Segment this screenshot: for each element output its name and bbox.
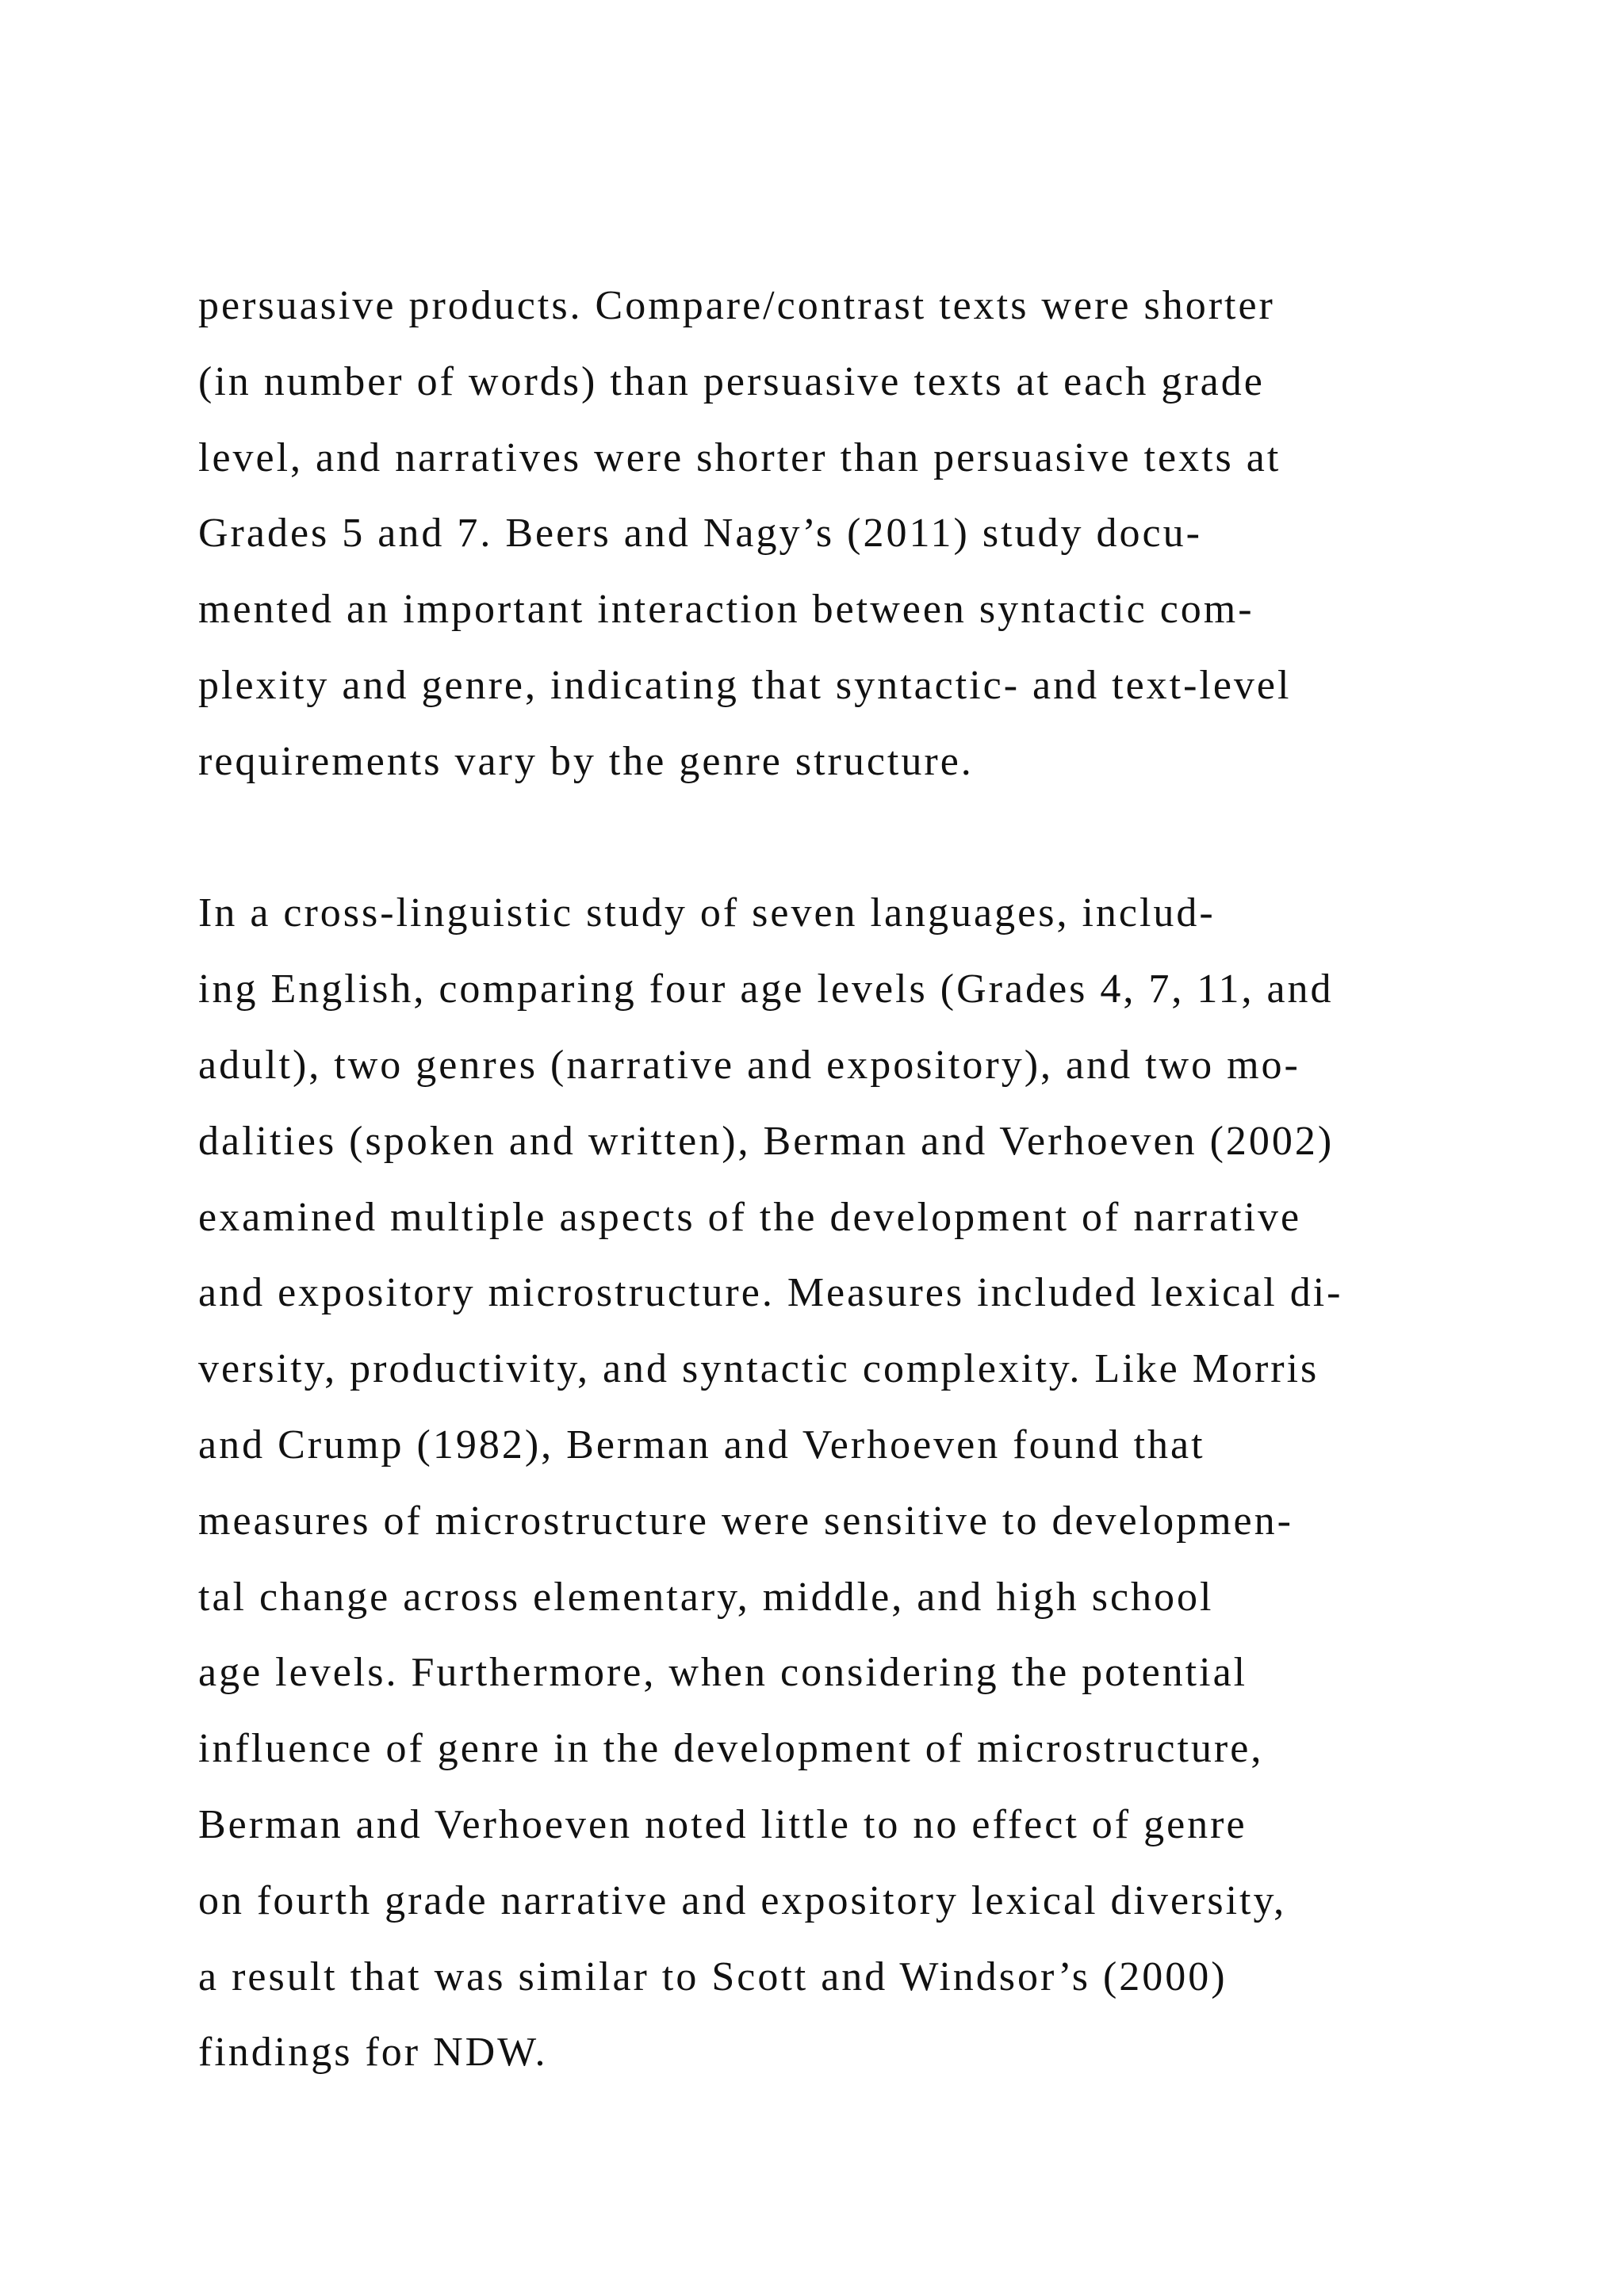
text-line: and expository microstructure. Measures included lexical di- (198, 1270, 1343, 1316)
text-line: findings for NDW. (198, 2030, 548, 2076)
text-line: level, and narratives were shorter than persuasive texts at (198, 434, 1281, 480)
text-line: dalities (spoken and written), Berman and Verhoeven (2002) (198, 1118, 1335, 1164)
paragraph-1 (198, 268, 1343, 800)
text-line: In a cross-linguistic study of seven languages, includ- (198, 890, 1216, 936)
text-line: Berman and Verhoeven noted little to no effect of genre (198, 1801, 1247, 1847)
text-line: Grades 5 and 7. Beers and Nagy’s (2011) study docu- (198, 511, 1202, 557)
text-line: age levels. Furthermore, when considering the potential (198, 1650, 1248, 1696)
text-line: versity, productivity, and syntactic complexity. Like Morris (198, 1346, 1320, 1392)
text-line: (in number of words) than persuasive texts at each grade (198, 358, 1265, 404)
text-line: and Crump (1982), Berman and Verhoeven found that (198, 1422, 1205, 1468)
text-line: a result that was similar to Scott and Windsor’s (2000) (198, 1954, 1228, 1999)
text-line: adult), two genres (narrative and expository), and two mo- (198, 1042, 1300, 1088)
text-line: tal change across elementary, middle, and high school (198, 1574, 1214, 1620)
text-line: plexity and genre, indicating that syntactic- and text-level (198, 662, 1292, 708)
paragraph-2 (198, 875, 1343, 2091)
text-line: examined multiple aspects of the development of narrative (198, 1194, 1302, 1240)
text-line: ing English, comparing four age levels (Grades 4, 7, 11, and (198, 966, 1334, 1012)
text-line: measures of microstructure were sensitive to developmen- (198, 1498, 1293, 1544)
text-line: requirements vary by the genre structure. (198, 738, 974, 784)
text-line: mented an important interaction between syntactic com- (198, 587, 1254, 633)
document-page (198, 268, 1343, 2091)
text-line: persuasive products. Compare/contrast texts were shorter (198, 283, 1275, 328)
text-line: on fourth grade narrative and expository lexical diversity, (198, 1877, 1287, 1923)
text-line: influence of genre in the development of microstructure, (198, 1726, 1264, 1772)
